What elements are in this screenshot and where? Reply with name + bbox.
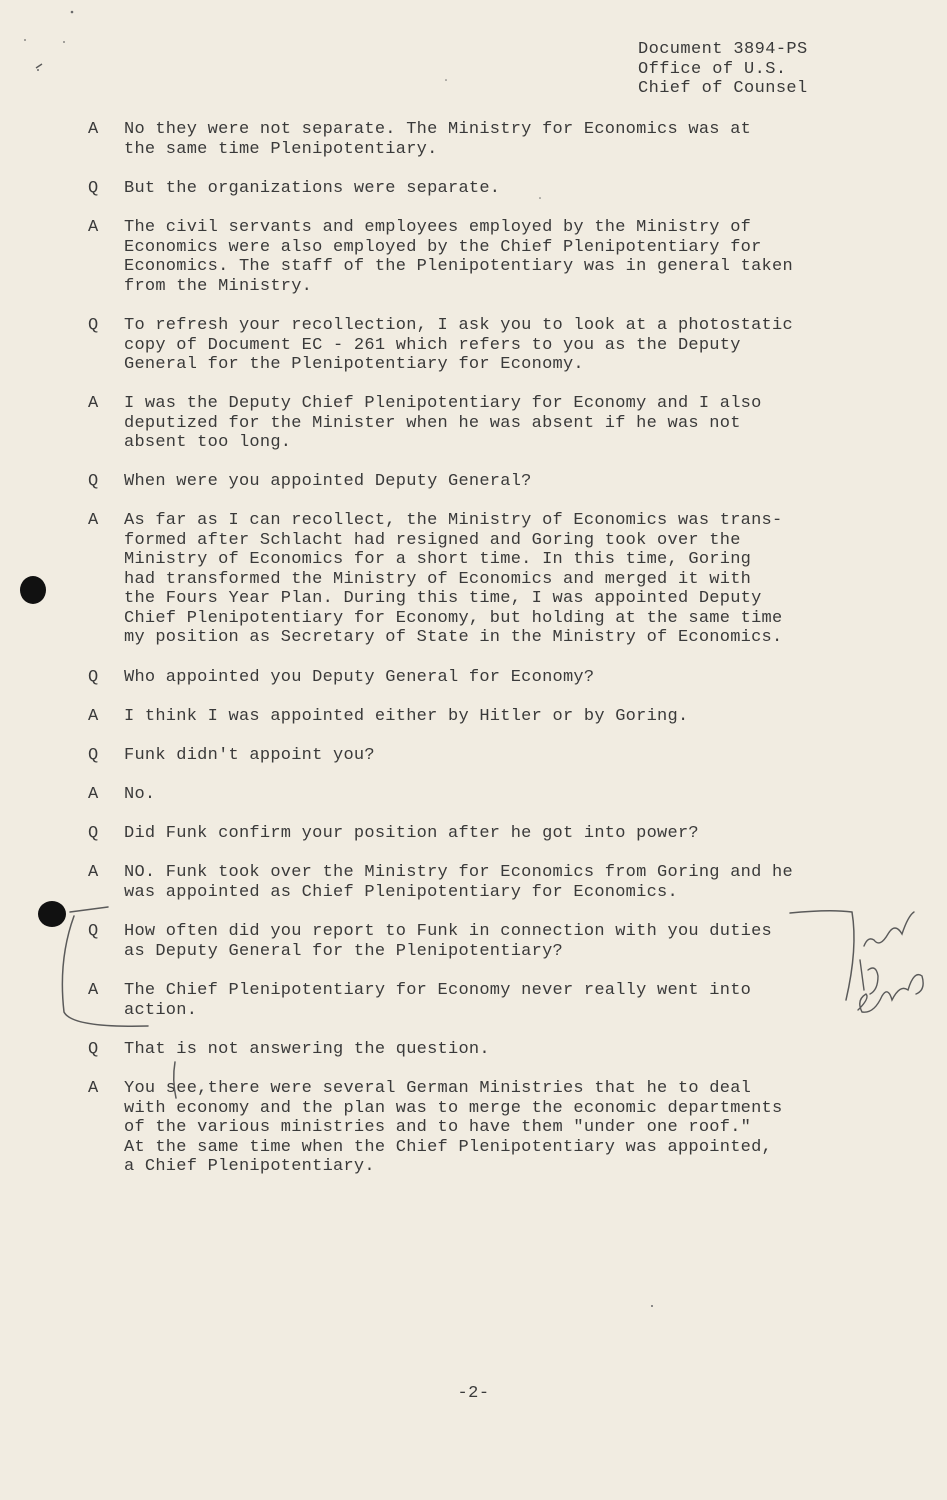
- exchange-text: How often did you report to Funk in connection with you duties as Deputy General for the Plenipotentiary?: [124, 922, 773, 961]
- exchange-text: No.: [124, 785, 156, 804]
- pencil-bracket: [62, 907, 854, 1098]
- speaker-label: A: [88, 981, 99, 1000]
- exchange-text: I was the Deputy Chief Plenipotentiary for Economy and I also deputized for the Minister when he was absent if he was not absent too long.: [124, 394, 762, 452]
- exchange-text: No they were not separate. The Ministry for Economics was at the same time Plenipotentiary.: [124, 120, 752, 159]
- header-chief: Chief of Counsel: [638, 79, 808, 98]
- exchange-text: But the organizations were separate.: [124, 179, 501, 198]
- hole-punch-upper: [20, 576, 46, 604]
- exchange-text: To refresh your recollection, I ask you to look at a photostatic copy of Document EC - 261 which refers to you as the Deputy General for the Plenipotentiary for Economy.: [124, 316, 793, 374]
- page-number: -2-: [457, 1384, 490, 1403]
- speaker-label: A: [88, 707, 99, 726]
- exchange-text: The Chief Plenipotentiary for Economy never really went into action.: [124, 981, 752, 1020]
- speaker-label: Q: [88, 922, 99, 941]
- speaker-label: Q: [88, 668, 99, 687]
- speaker-label: Q: [88, 179, 99, 198]
- exchange-text: Who appointed you Deputy General for Economy?: [124, 668, 595, 687]
- header-office: Office of U.S.: [638, 59, 787, 79]
- exchange-text: That is not answering the question.: [124, 1040, 490, 1059]
- speaker-label: A: [88, 394, 99, 413]
- speaker-label: Q: [88, 824, 99, 843]
- exchange-text: Funk didn't appoint you?: [124, 746, 375, 765]
- speaker-label: Q: [88, 1040, 99, 1059]
- scan-specks: [24, 11, 653, 1307]
- speaker-label: A: [88, 785, 99, 804]
- exchange-text: As far as I can recollect, the Ministry of Economics was trans- formed after Schlacht had resigned and Goring took over the Ministry of Economics for a short time. In this time, Goring had transformed the Ministry of Economics and merged it with the Fours Year Plan. During this time, I was appointed Deputy Chief Plenipotentiary for Economy, but holding at the same time my position as Secretary of State in the Ministry of Economics.: [124, 511, 783, 647]
- handwritten-note: [858, 912, 923, 1012]
- speaker-label: A: [88, 1079, 99, 1098]
- speaker-label: A: [88, 863, 99, 882]
- speaker-label: A: [88, 218, 99, 237]
- speaker-label: Q: [88, 316, 99, 335]
- exchange-text: The civil servants and employees employed by the Ministry of Economics were also employed by the Chief Plenipotentiary for Economics. The staff of the Plenipotentiary was in general taken from the Ministry.: [124, 218, 793, 296]
- speaker-label: Q: [88, 746, 99, 765]
- exchange-text: When were you appointed Deputy General?: [124, 472, 532, 491]
- exchange-text: I think I was appointed either by Hitler or by Goring.: [124, 707, 689, 726]
- speaker-label: Q: [88, 472, 99, 491]
- exchange-text: NO. Funk took over the Ministry for Economics from Goring and he was appointed as Chief Plenipotentiary for Economics.: [124, 863, 793, 902]
- speaker-label: A: [88, 120, 99, 139]
- speaker-label: A: [88, 511, 99, 530]
- exchange-text: You see,there were several German Ministries that he to deal with economy and the plan was to merge the economic departments of the various ministries and to have them "under one roof." At the same time when the Chief Plenipotentiary was appointed, a Chief Plenipotentiary.: [124, 1079, 783, 1176]
- exchange-text: Did Funk confirm your position after he got into power?: [124, 824, 699, 843]
- header-document-number: Document 3894-PS: [638, 40, 808, 59]
- hole-punch-lower: [38, 901, 66, 927]
